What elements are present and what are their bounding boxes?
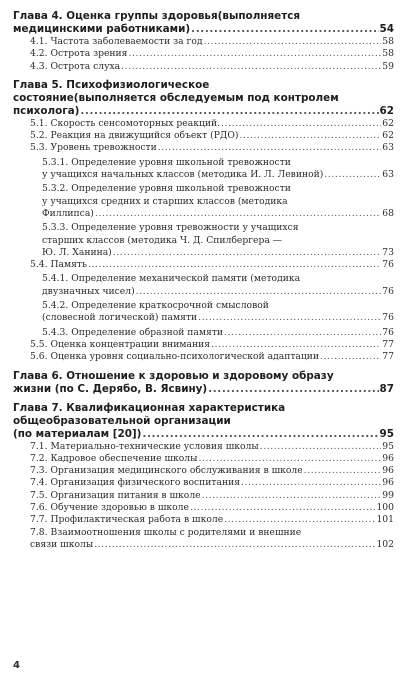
page-ref: 95 xyxy=(379,427,394,440)
page-ref: 77 xyxy=(382,338,394,350)
dot-leader xyxy=(121,61,381,73)
title-line: 7.3. Организация медицинского обслуживания в школе xyxy=(30,465,303,477)
dot-leader xyxy=(304,465,382,477)
dot-leader xyxy=(190,502,376,514)
title-line: 7.4. Организация физического воспитания xyxy=(30,477,240,489)
chapter-block xyxy=(13,10,394,73)
page-ref: 76 xyxy=(382,259,394,271)
page-ref: 68 xyxy=(382,207,394,219)
dot-leader xyxy=(224,327,381,339)
dot-leader xyxy=(128,48,381,60)
title-line: 5.3.1. Определение уровня школьной тревожности xyxy=(42,156,291,168)
page-ref: 63 xyxy=(382,169,394,181)
leader-row xyxy=(30,61,394,73)
dot-leader xyxy=(239,130,381,142)
page-ref: 95 xyxy=(382,440,394,452)
title-line: 5.4.1. Определение механической памяти (методика xyxy=(42,273,301,285)
title-line: 4.2. Острота зрения xyxy=(30,48,128,60)
toc-entry[interactable] xyxy=(13,36,394,48)
title-line: жизни (по С. Дерябо, В. Ясвину) xyxy=(13,382,208,395)
dot-leader xyxy=(211,339,381,351)
page-ref: 96 xyxy=(382,465,394,477)
dot-leader xyxy=(158,142,382,154)
page-number: 4 xyxy=(13,660,20,671)
dot-leader xyxy=(224,514,375,526)
dot-leader xyxy=(136,286,382,298)
page-ref: 62 xyxy=(382,117,394,129)
title-line: связи школы xyxy=(30,538,94,550)
leader-row xyxy=(13,105,394,118)
leader-row xyxy=(13,383,394,396)
title-line: состояние(выполняется обследуемым под контролем xyxy=(13,91,339,104)
dot-leader xyxy=(241,477,381,489)
title-line: 4.1. Частота заболеваемости за год xyxy=(30,36,203,47)
dot-leader xyxy=(204,36,382,48)
leader-row xyxy=(30,490,394,502)
dot-leader xyxy=(80,105,378,118)
page-ref: 76 xyxy=(382,312,394,324)
leader-row xyxy=(30,36,394,48)
page-ref: 99 xyxy=(382,489,394,501)
toc-entry[interactable] xyxy=(13,453,394,465)
title-line: Глава 6. Отношение к здоровью и здоровому образу xyxy=(13,369,334,382)
title-line: двузначных чисел) xyxy=(42,285,135,297)
leader-row xyxy=(30,130,394,142)
dot-leader xyxy=(198,312,381,324)
leader-row xyxy=(30,477,394,489)
toc-entry[interactable] xyxy=(13,441,394,453)
leader-row xyxy=(30,142,394,154)
leader-row xyxy=(30,48,394,60)
toc-entry[interactable] xyxy=(13,527,394,552)
toc-subentry[interactable] xyxy=(13,271,394,298)
chapter-title[interactable] xyxy=(13,10,394,36)
leader-row xyxy=(13,23,394,36)
title-line: Ю. Л. Ханина) xyxy=(42,246,112,258)
toc-entry[interactable] xyxy=(13,61,394,73)
title-line: 5.6. Оценка уровня социально-психологической адаптации xyxy=(30,351,320,363)
toc-entry[interactable] xyxy=(13,48,394,60)
leader-row xyxy=(30,339,394,351)
dot-leader xyxy=(95,208,381,220)
title-line: 7.2. Кадровое обеспечение школы xyxy=(30,452,198,464)
title-line: 5.3. Уровень тревожности xyxy=(30,142,157,154)
title-line: у учащихся начальных классов (методика И. Л. Левиной) xyxy=(42,169,324,181)
dot-leader xyxy=(191,23,378,36)
leader-row xyxy=(30,465,394,477)
leader-row xyxy=(42,208,394,220)
dot-leader xyxy=(198,453,381,465)
toc-subentry[interactable] xyxy=(13,155,394,182)
leader-row xyxy=(30,539,394,551)
title-line: 5.4. Память xyxy=(30,259,87,271)
toc-subentry[interactable] xyxy=(13,298,394,325)
chapter-block xyxy=(13,79,394,364)
title-line: 5.1. Скорость сенсомоторных реакций. xyxy=(30,117,221,129)
title-line: общеобразовательной организации xyxy=(13,414,231,427)
title-line: 5.5. Оценка концентрации внимания xyxy=(30,338,211,350)
chapter-title[interactable] xyxy=(13,370,394,396)
dot-leader xyxy=(324,169,381,181)
page-ref: 77 xyxy=(382,351,394,363)
dot-leader xyxy=(142,428,378,441)
toc-entry[interactable] xyxy=(13,118,394,130)
page-ref: 101 xyxy=(376,514,394,526)
dot-leader xyxy=(260,441,382,453)
dot-leader xyxy=(113,247,382,259)
toc-entry[interactable] xyxy=(13,339,394,351)
toc-entry[interactable] xyxy=(13,490,394,502)
leader-row xyxy=(30,118,394,130)
toc-subentry[interactable] xyxy=(13,325,394,339)
leader-row xyxy=(30,514,394,526)
dot-leader xyxy=(202,490,382,502)
page-ref: 54 xyxy=(379,23,394,35)
page-ref: 100 xyxy=(376,502,394,514)
toc-entry[interactable] xyxy=(13,502,394,514)
page-ref: 76 xyxy=(382,285,394,297)
leader-row xyxy=(30,259,394,271)
dot-leader xyxy=(94,539,375,551)
page-ref: 96 xyxy=(382,452,394,464)
leader-row xyxy=(13,428,394,441)
toc-entry[interactable] xyxy=(13,130,394,142)
title-line: 5.4.2. Определение краткосрочной смысловой xyxy=(42,300,269,312)
title-line: Филлипса) xyxy=(42,207,94,219)
leader-row xyxy=(42,327,394,339)
toc-entry[interactable] xyxy=(13,514,394,526)
chapter-block xyxy=(13,370,394,396)
title-line: старших классов (методика Ч. Д. Спилбергера — xyxy=(42,234,282,246)
leader-row xyxy=(42,286,394,298)
title-line: 7.7. Профилактическая работа в школе xyxy=(30,514,224,526)
chapter-block xyxy=(13,402,394,552)
title-line: 5.2. Реакция на движущийся объект (РДО) xyxy=(30,130,239,142)
title-line: 7.8. Взаимоотношения школы с родителями и внешние xyxy=(30,526,302,538)
chapter-title[interactable] xyxy=(13,402,394,441)
page-ref: 58 xyxy=(382,48,394,60)
title-line: 7.1. Материально-технические условия школы xyxy=(30,440,259,452)
toc-entry[interactable] xyxy=(13,465,394,477)
page-ref: 62 xyxy=(382,130,394,142)
title-line: (словесной логической) памяти xyxy=(42,312,198,324)
title-line: 5.3.3. Определение уровня тревожности у учащихся xyxy=(42,222,299,234)
leader-row xyxy=(42,312,394,324)
title-line: 7.5. Организация питания в школе xyxy=(30,489,201,501)
title-line: Глава 4. Оценка группы здоровья(выполняется xyxy=(13,10,301,22)
chapter-title[interactable] xyxy=(13,79,394,118)
leader-row xyxy=(30,441,394,453)
toc-entry[interactable] xyxy=(13,142,394,154)
title-line: у учащихся средних и старших классов (методика xyxy=(42,195,288,207)
leader-row xyxy=(42,169,394,181)
title-line: Глава 7. Квалификационная характеристика xyxy=(13,401,286,414)
toc-subentry[interactable] xyxy=(13,220,394,259)
title-line: 4.3. Острота слуха xyxy=(30,60,121,72)
title-line: (по материалам [20]) xyxy=(13,427,142,440)
page-ref: 58 xyxy=(382,36,394,47)
table-of-contents xyxy=(13,10,394,557)
dot-leader xyxy=(88,259,381,271)
page-ref: 102 xyxy=(376,538,394,550)
page-ref: 96 xyxy=(382,477,394,489)
leader-row xyxy=(30,453,394,465)
page-ref: 63 xyxy=(382,142,394,154)
page-ref: 62 xyxy=(379,104,394,117)
title-line: 5.3.2. Определение уровня школьной тревожности xyxy=(42,183,291,195)
title-line: психолога) xyxy=(13,104,80,117)
title-line: 5.4.3. Определение образной памяти xyxy=(42,326,224,338)
toc-subentry[interactable] xyxy=(13,181,394,220)
title-line: 7.6. Обучение здоровью в школе xyxy=(30,502,189,514)
toc-entry[interactable] xyxy=(13,477,394,489)
page-ref: 76 xyxy=(382,326,394,338)
leader-row xyxy=(42,247,394,259)
toc-entry[interactable] xyxy=(13,351,394,363)
leader-row xyxy=(30,502,394,514)
toc-entry[interactable] xyxy=(13,259,394,271)
title-line: Глава 5. Психофизиологическое xyxy=(13,78,210,91)
page-ref: 59 xyxy=(382,60,394,72)
dot-leader xyxy=(320,351,381,363)
leader-row xyxy=(30,351,394,363)
dot-leader xyxy=(208,383,378,396)
title-line: медицинскими работниками) xyxy=(13,23,191,35)
page-ref: 73 xyxy=(382,246,394,258)
page-ref: 87 xyxy=(379,382,394,395)
dot-leader xyxy=(221,118,381,130)
